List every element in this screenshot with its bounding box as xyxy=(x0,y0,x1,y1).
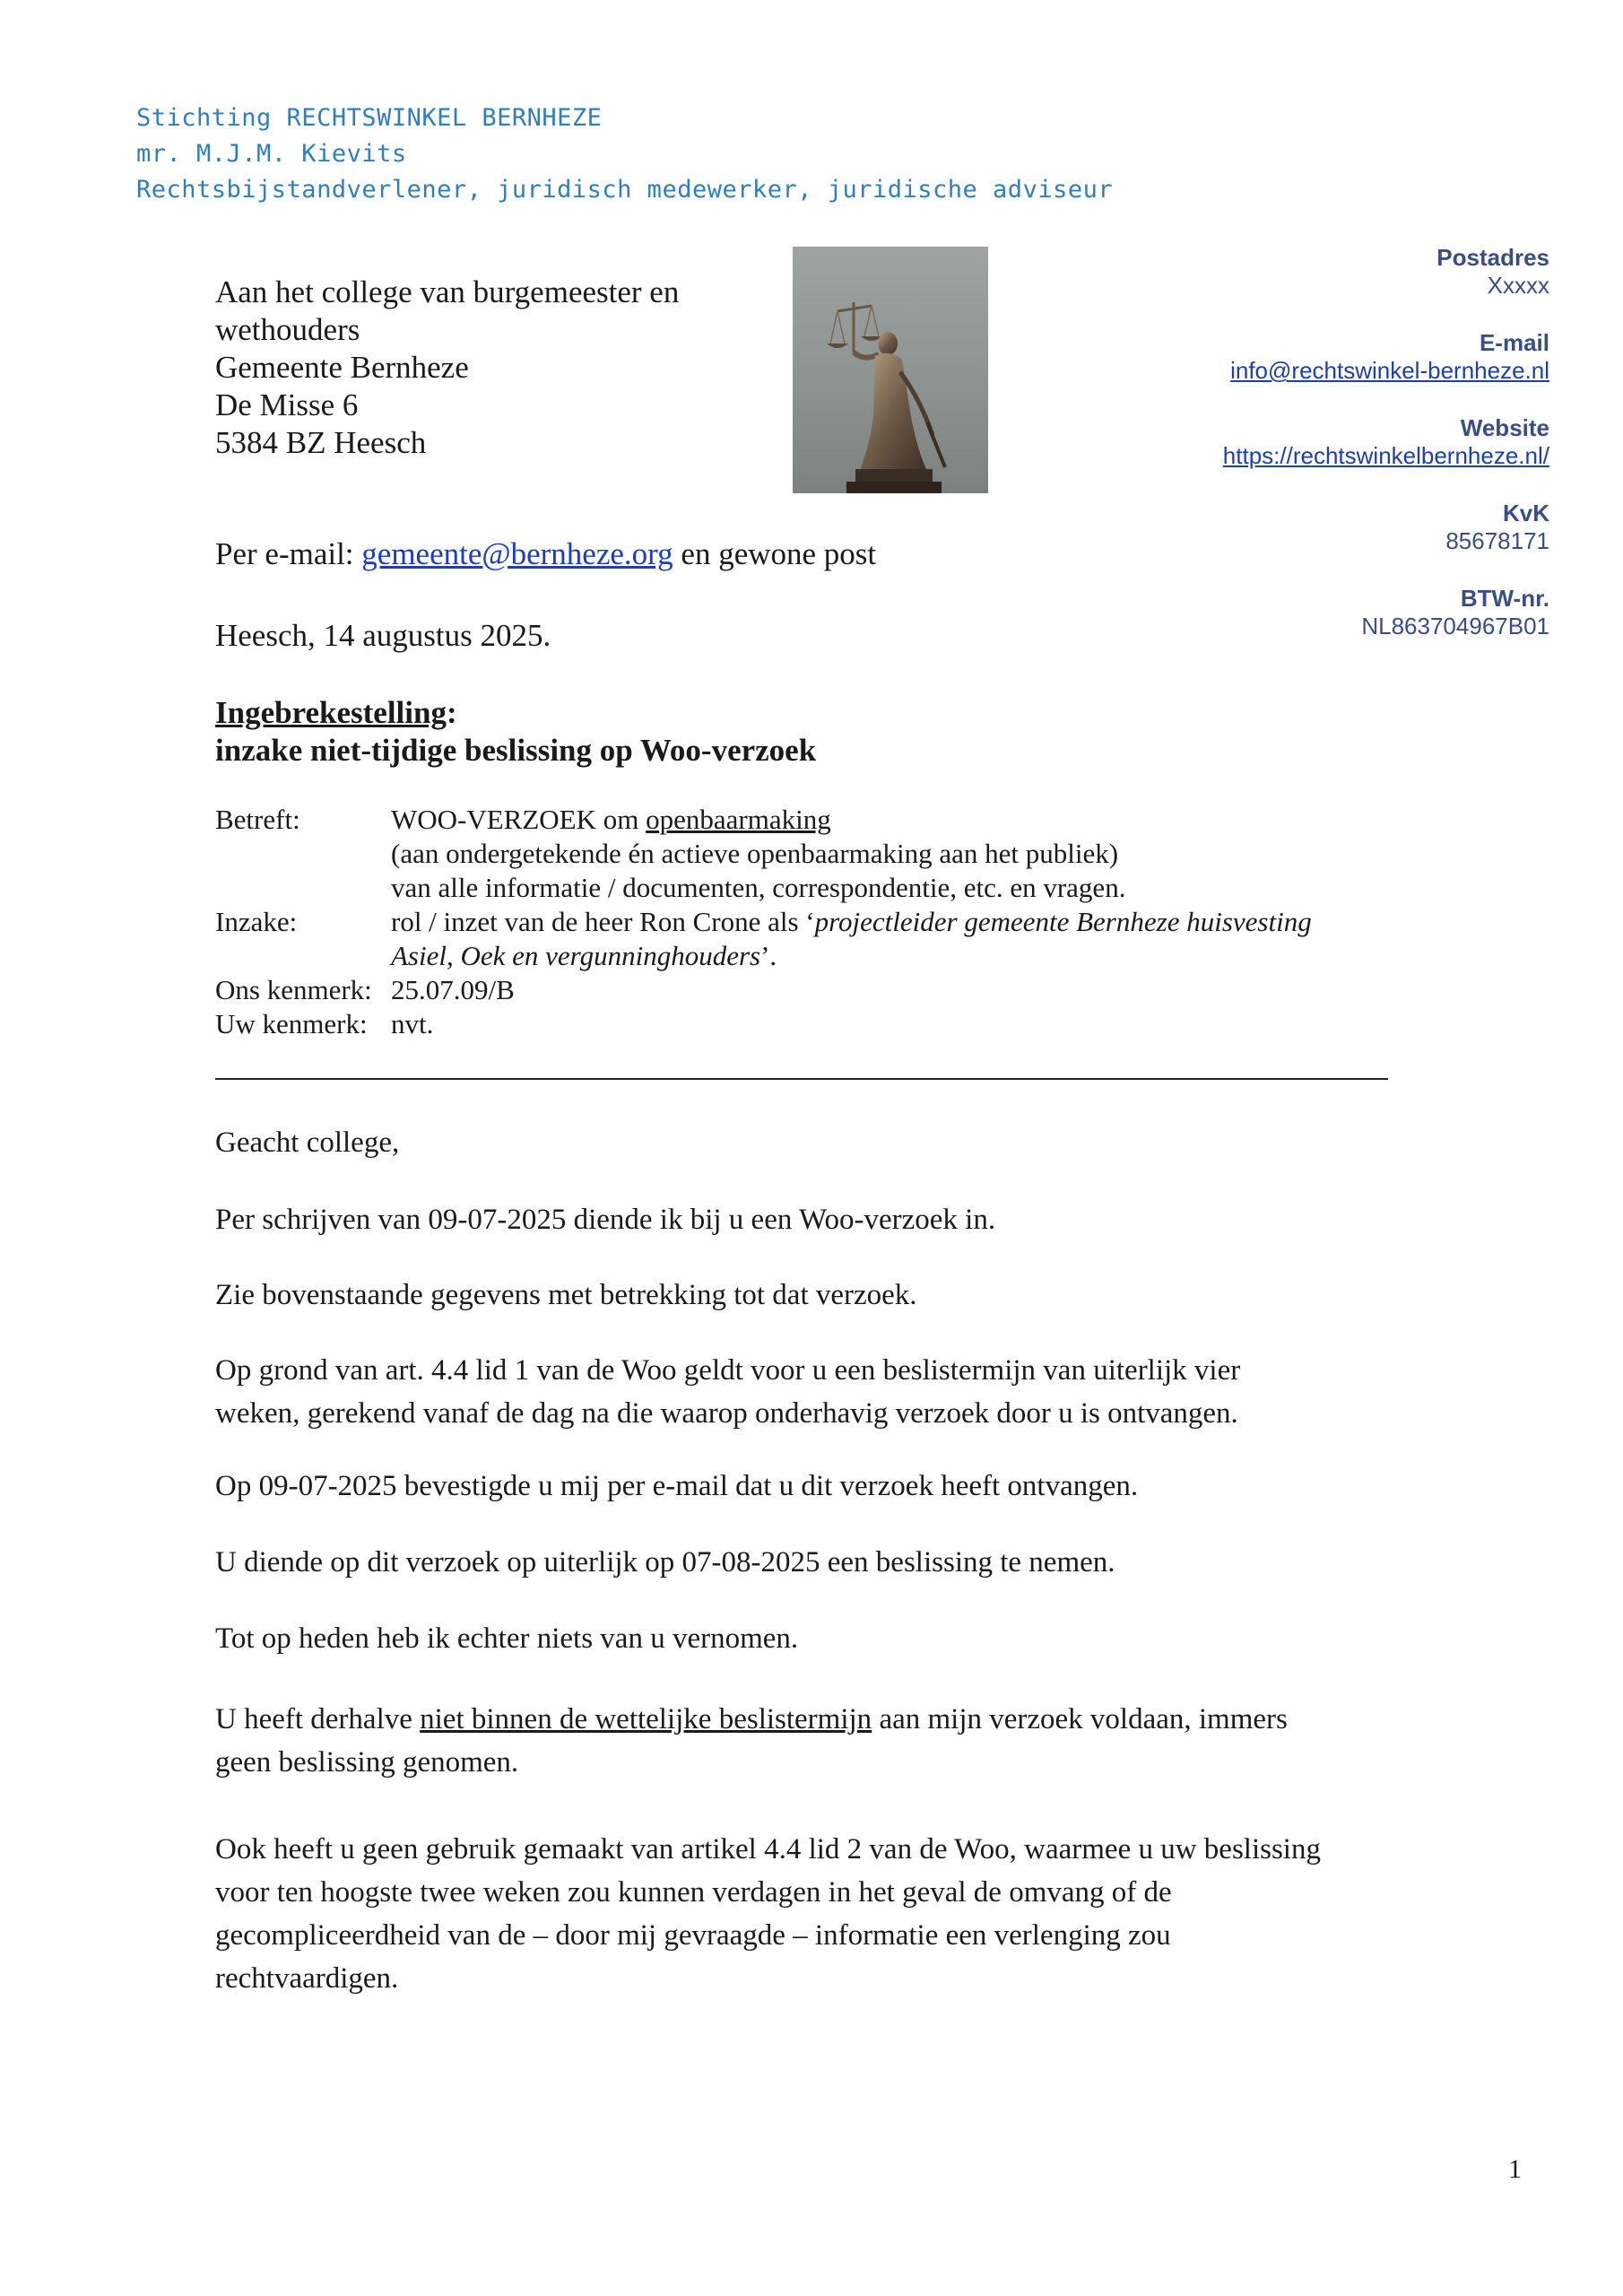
paragraph-line: geen beslissing genomen. xyxy=(215,1746,519,1779)
paragraph-text: U heeft derhalve xyxy=(215,1703,421,1735)
betreft-text: van alle informatie / documenten, correspondentie, etc. en vragen. xyxy=(391,872,1126,903)
letterhead-role: Rechtsbijstandverlener, juridisch medewerker, juridische adviseur xyxy=(136,176,1114,204)
ons-kenmerk-label: Ons kenmerk: xyxy=(215,974,372,1005)
subject-heading xyxy=(215,694,1488,770)
paragraph-emphasis: niet binnen de wettelijke beslistermijn xyxy=(420,1703,872,1735)
paragraph-line: weken, gerekend vanaf de dag na die waarop onderhavig verzoek door u is ontvangen. xyxy=(215,1397,1238,1430)
paragraph xyxy=(215,1698,1488,1784)
reference-block xyxy=(215,803,1467,1041)
delivery-suffix: en gewone post xyxy=(673,536,877,571)
letterhead-organisation: Stichting RECHTSWINKEL BERNHEZE xyxy=(136,104,603,132)
paragraph-line: Op grond van art. 4.4 lid 1 van de Woo geldt voor u een beslistermijn van uiterlijk vier xyxy=(215,1354,1241,1387)
btw-value: NL863704967B01 xyxy=(1361,613,1549,639)
paragraph xyxy=(215,1828,1488,2000)
inzake-text: rol / inzet van de heer Ron Crone als ‘ xyxy=(391,906,815,937)
email-label: E-mail xyxy=(1479,329,1549,356)
paragraph-line: gecompliceerdheid van de – door mij gevraagde – informatie een verlenging zou xyxy=(215,1919,1171,1952)
paragraph: Tot op heden heb ik echter niets van u vernomen. xyxy=(215,1622,799,1655)
paragraph-line: rechtvaardigen. xyxy=(215,1962,399,1995)
uw-kenmerk-value: nvt. xyxy=(391,1008,434,1039)
date-line: Heesch, 14 augustus 2025. xyxy=(215,618,551,653)
paragraph-line: Ook heeft u geen gebruik gemaakt van artikel 4.4 lid 2 van de Woo, waarmee u uw beslissing xyxy=(215,1833,1321,1866)
inzake-label: Inzake: xyxy=(215,906,298,937)
subject-line: inzake niet-tijdige beslissing op Woo-verzoek xyxy=(215,733,817,768)
salutation: Geacht college, xyxy=(215,1126,400,1159)
email-block xyxy=(1083,329,1549,385)
inzake-text: ’. xyxy=(760,940,777,971)
postadres-label: Postadres xyxy=(1436,244,1549,271)
recipient-line: De Misse 6 xyxy=(215,387,359,422)
btw-label: BTW-nr. xyxy=(1460,585,1549,612)
email-link[interactable]: info@rechtswinkel-bernheze.nl xyxy=(1230,357,1549,384)
subject-title: Ingebrekestelling xyxy=(215,695,447,730)
recipient-line: 5384 BZ Heesch xyxy=(215,425,427,460)
betreft-text: WOO-VERZOEK om xyxy=(391,804,647,835)
subject-colon: : xyxy=(446,695,457,730)
recipient-line: Aan het college van burgemeester en xyxy=(215,274,680,309)
postadres-block xyxy=(1083,244,1549,300)
paragraph-line: voor ten hoogste twee weken zou kunnen verdagen in het geval de omvang of de xyxy=(215,1876,1172,1909)
kvk-value: 85678171 xyxy=(1445,527,1549,554)
delivery-prefix: Per e-mail: xyxy=(215,536,362,571)
letterhead-name: mr. M.J.M. Kievits xyxy=(136,140,407,168)
page-number: 1 xyxy=(1508,2154,1522,2184)
inzake-italic: Asiel, Oek en vergunninghouders xyxy=(391,940,761,971)
website-link[interactable]: https://rechtswinkelbernheze.nl/ xyxy=(1222,442,1549,469)
betreft-text: (aan ondergetekende én actieve openbaarmaking aan het publiek) xyxy=(391,838,1119,869)
website-block xyxy=(1083,414,1549,470)
gemeente-email-link[interactable]: gemeente@bernheze.org xyxy=(361,536,673,571)
paragraph: Op 09-07-2025 bevestigde u mij per e-mail dat u dit verzoek heeft ontvangen. xyxy=(215,1470,1139,1502)
website-label: Website xyxy=(1460,414,1549,441)
delivery-line xyxy=(215,535,1488,573)
sender-details xyxy=(1083,244,1549,670)
paragraph: U diende op dit verzoek op uiterlijk op 07-08-2025 een beslissing te nemen. xyxy=(215,1546,1115,1578)
divider-line xyxy=(215,1078,1388,1080)
lady-justice-image xyxy=(793,247,988,493)
paragraph: Zie bovenstaande gegevens met betrekking tot dat verzoek. xyxy=(215,1279,917,1311)
paragraph: Per schrijven van 09-07-2025 diende ik bij u een Woo-verzoek in. xyxy=(215,1204,996,1236)
recipient-address xyxy=(215,274,679,462)
recipient-line: Gemeente Bernheze xyxy=(215,350,469,385)
paragraph xyxy=(215,1349,1488,1435)
inzake-italic: projectleider gemeente Bernheze huisvesting xyxy=(814,906,1312,937)
paragraph-text: aan mijn verzoek voldaan, immers xyxy=(872,1703,1288,1735)
postadres-value: Xxxxx xyxy=(1487,272,1549,299)
betreft-label: Betreft: xyxy=(215,804,300,835)
kvk-label: KvK xyxy=(1502,500,1549,526)
ons-kenmerk-value: 25.07.09/B xyxy=(391,974,515,1005)
recipient-line: wethouders xyxy=(215,312,360,347)
uw-kenmerk-label: Uw kenmerk: xyxy=(215,1008,368,1039)
letterhead xyxy=(136,100,1113,208)
betreft-emphasis: openbaarmaking xyxy=(646,804,831,835)
